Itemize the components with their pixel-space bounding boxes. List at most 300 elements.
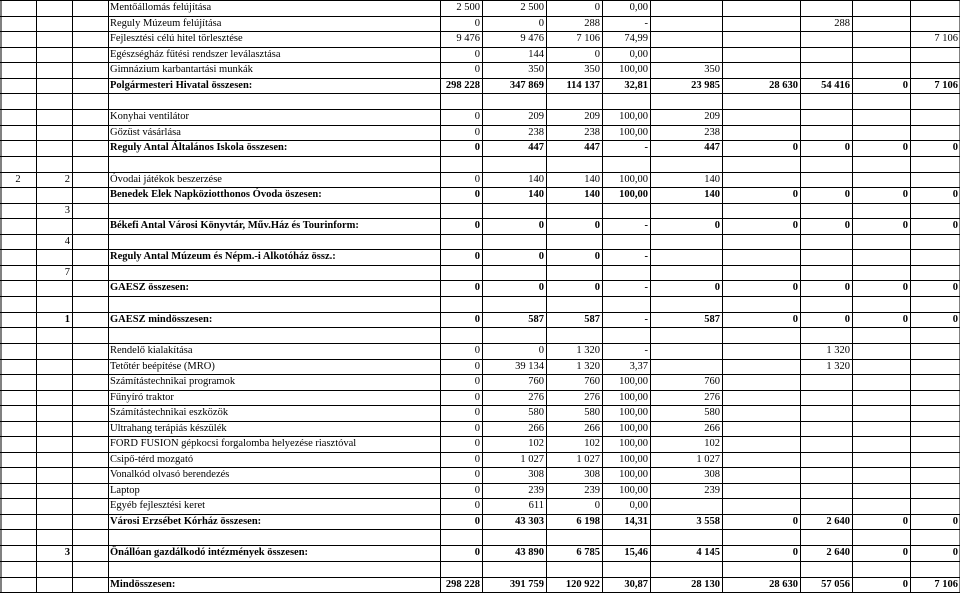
cell-c5 xyxy=(650,498,722,514)
cell-c4: 0,00 xyxy=(629,2,648,13)
table-row xyxy=(0,109,960,125)
cell-c6: 0 xyxy=(792,547,798,558)
spacer-row xyxy=(0,327,960,343)
cell-c7 xyxy=(800,405,852,421)
cell-c4: 74,99 xyxy=(624,33,648,44)
cell-c5: 28 130 xyxy=(691,578,720,590)
cell-c7 xyxy=(800,483,852,499)
cell-c9 xyxy=(910,249,960,265)
cell-c7: 0 xyxy=(844,142,850,153)
table-row xyxy=(0,343,960,359)
cell-c5 xyxy=(650,343,722,359)
cell-c3: 7 106 xyxy=(576,33,600,44)
cell-c3: 239 xyxy=(584,484,600,496)
cell-c1: 0 xyxy=(474,453,480,465)
cell-c7 xyxy=(800,467,852,483)
cell-c7: 1 320 xyxy=(826,360,850,372)
cell-b: 3 xyxy=(64,204,70,216)
cell-b xyxy=(36,498,72,514)
table-row xyxy=(0,577,960,593)
cell-c5: 102 xyxy=(704,438,720,449)
cell-c7: 0 xyxy=(844,282,850,293)
cell-c6: 0 xyxy=(792,220,798,231)
cell-a xyxy=(0,140,36,156)
cell-c4: 100,00 xyxy=(619,438,648,449)
cell-c6 xyxy=(722,31,800,47)
cell-c1: 0 xyxy=(474,17,480,29)
cell-c7 xyxy=(800,62,852,78)
cell-c1 xyxy=(440,203,482,219)
cell-c1: 2 500 xyxy=(456,2,480,13)
cell-c4: 100,00 xyxy=(619,484,648,496)
cell-a xyxy=(0,16,36,32)
cell-c8: 0 xyxy=(902,515,908,527)
cell-a xyxy=(0,187,36,203)
cell-c3: 0 xyxy=(594,251,600,262)
cell-c5 xyxy=(650,359,722,375)
cell-c8 xyxy=(852,467,910,483)
cell-c9 xyxy=(910,343,960,359)
cell-c6 xyxy=(722,483,800,499)
cell-c5: 0 xyxy=(714,282,720,293)
cell-c5: 140 xyxy=(704,173,720,185)
spacer-row xyxy=(0,93,960,109)
cell-c4: 100,00 xyxy=(619,422,648,434)
cell-b xyxy=(36,343,72,359)
cell-a xyxy=(0,203,36,219)
table-row xyxy=(0,421,960,437)
cell-c1: 0 xyxy=(474,48,480,60)
cell-b xyxy=(36,359,72,375)
cell-c9: 0 xyxy=(952,515,958,527)
cell-b xyxy=(36,421,72,437)
cell-c5 xyxy=(650,203,722,219)
table-row xyxy=(0,514,960,530)
cell-c4: 0,00 xyxy=(629,500,648,511)
cell-c8: 0 xyxy=(902,189,908,200)
cell-c7: 54 416 xyxy=(821,79,850,91)
cell-b xyxy=(36,467,72,483)
cell-a xyxy=(0,47,36,63)
cell-c2: 266 xyxy=(528,422,544,434)
cell-name: Reguly Antal Általános Iskola összesen: xyxy=(110,142,288,153)
spacer-row xyxy=(0,561,960,577)
table-row xyxy=(0,47,960,63)
cell-c2: 140 xyxy=(528,189,544,200)
cell-c7 xyxy=(800,203,852,219)
cell-a xyxy=(0,452,36,468)
cell-b xyxy=(36,249,72,265)
spacer-row xyxy=(0,156,960,172)
cell-c9: 0 xyxy=(952,313,958,325)
cell-c9: 7 106 xyxy=(934,578,958,590)
cell-c2: 102 xyxy=(528,438,544,449)
cell-c3: 0 xyxy=(594,500,600,511)
cell-c9 xyxy=(910,452,960,468)
cell-a xyxy=(0,374,36,390)
cell-c2: 43 303 xyxy=(515,515,544,527)
cell-b: 2 xyxy=(64,173,70,185)
cell-c1: 0 xyxy=(474,111,480,122)
cell-a xyxy=(0,218,36,234)
cell-c9 xyxy=(910,16,960,32)
cell-c6 xyxy=(722,436,800,452)
cell-c8 xyxy=(852,31,910,47)
cell-c1: 0 xyxy=(474,220,480,231)
cell-a xyxy=(0,483,36,499)
cell-c1: 9 476 xyxy=(456,33,480,44)
cell-b xyxy=(36,31,72,47)
table-row xyxy=(0,218,960,234)
cell-b: 4 xyxy=(64,235,70,247)
cell-c5: 308 xyxy=(704,469,720,480)
cell-c6 xyxy=(722,109,800,125)
cell-c6 xyxy=(722,16,800,32)
cell-b: 7 xyxy=(64,266,70,278)
spacer-row xyxy=(0,296,960,312)
cell-c3: 1 320 xyxy=(576,345,600,356)
cell-c6 xyxy=(722,125,800,141)
cell-name: Vonalkód olvasó berendezés xyxy=(110,469,230,480)
table-row xyxy=(0,0,960,16)
cell-c9 xyxy=(910,374,960,390)
cell-a xyxy=(0,498,36,514)
cell-c3: 114 137 xyxy=(566,79,600,91)
cell-c6 xyxy=(722,421,800,437)
cell-c5: 276 xyxy=(704,391,720,403)
cell-c5: 3 558 xyxy=(696,515,720,527)
cell-b xyxy=(36,140,72,156)
cell-c5: 4 145 xyxy=(696,547,720,558)
cell-name: Fejlesztési célú hitel törlesztése xyxy=(110,33,243,44)
cell-c7 xyxy=(800,172,852,188)
table-row xyxy=(0,125,960,141)
cell-a xyxy=(0,514,36,530)
cell-c7: 0 xyxy=(844,220,850,231)
table-row xyxy=(0,140,960,156)
cell-c1: 0 xyxy=(474,500,480,511)
table-row xyxy=(0,483,960,499)
cell-c8 xyxy=(852,0,910,16)
cell-c9 xyxy=(910,436,960,452)
cell-c3: 288 xyxy=(584,17,600,29)
table-row xyxy=(0,280,960,296)
cell-c6 xyxy=(722,498,800,514)
cell-c6 xyxy=(722,203,800,219)
cell-c7 xyxy=(800,498,852,514)
cell-a xyxy=(0,467,36,483)
cell-c7: 1 320 xyxy=(826,345,850,356)
cell-a xyxy=(0,545,36,561)
cell-c4: 0,00 xyxy=(629,48,648,60)
cell-name: Önállóan gazdálkodó intézmények összesen: xyxy=(110,547,309,558)
cell-b xyxy=(36,16,72,32)
cell-c3: 140 xyxy=(584,173,600,185)
cell-name: Városi Erzsébet Kórház összesen: xyxy=(110,515,262,527)
cell-c4: 100,00 xyxy=(619,189,648,200)
cell-c1: 298 228 xyxy=(445,578,480,590)
cell-c3: 276 xyxy=(584,391,600,403)
cell-c4: - xyxy=(644,17,648,29)
cell-c2: 587 xyxy=(528,313,544,325)
table-row xyxy=(0,16,960,32)
cell-name: Csipő-térd mozgató xyxy=(110,453,194,465)
cell-b xyxy=(36,280,72,296)
cell-c4: 14,31 xyxy=(624,515,648,527)
cell-c6 xyxy=(722,249,800,265)
cell-c2: 350 xyxy=(528,64,544,75)
cell-c8 xyxy=(852,421,910,437)
cell-name: Gőzüst vásárlása xyxy=(110,126,181,138)
cell-c1: 0 xyxy=(474,422,480,434)
cell-c4: 32,81 xyxy=(624,79,648,91)
cell-c4 xyxy=(602,234,650,250)
cell-c9: 0 xyxy=(952,220,958,231)
cell-name: Óvodai játékok beszerzése xyxy=(110,173,222,185)
cell-c8 xyxy=(852,483,910,499)
cell-c4: - xyxy=(644,220,648,231)
cell-c7: 2 640 xyxy=(826,515,850,527)
cell-c2: 43 890 xyxy=(515,547,544,558)
cell-c6: 28 630 xyxy=(769,578,798,590)
cell-c2: 391 759 xyxy=(509,578,544,590)
cell-b xyxy=(36,405,72,421)
cell-name: Benedek Elek Napköziotthonos Óvoda öszesen: xyxy=(110,189,322,200)
cell-b xyxy=(36,78,72,94)
cell-c5: 23 985 xyxy=(691,79,720,91)
cell-a xyxy=(0,280,36,296)
cell-b xyxy=(36,187,72,203)
cell-name: Ultrahang terápiás készülék xyxy=(110,422,227,434)
cell-c7 xyxy=(800,374,852,390)
cell-c8 xyxy=(852,374,910,390)
cell-c5: 140 xyxy=(704,189,720,200)
cell-c2: 144 xyxy=(528,48,544,60)
cell-c7: 288 xyxy=(834,17,850,29)
cell-b: 1 xyxy=(64,313,70,325)
cell-c5: 350 xyxy=(704,64,720,75)
cell-c8: 0 xyxy=(902,313,908,325)
cell-c8: 0 xyxy=(902,578,908,590)
cell-c8 xyxy=(852,452,910,468)
cell-c9 xyxy=(910,234,960,250)
cell-c9 xyxy=(910,467,960,483)
cell-c1: 0 xyxy=(474,64,480,75)
cell-c3: 0 xyxy=(594,220,600,231)
cell-c1 xyxy=(440,234,482,250)
cell-c6 xyxy=(722,172,800,188)
cell-c8 xyxy=(852,405,910,421)
cell-c2: 2 500 xyxy=(520,2,544,13)
cell-c1: 0 xyxy=(474,515,480,527)
cell-c4: 100,00 xyxy=(619,469,648,480)
cell-c2: 1 027 xyxy=(520,453,544,465)
cell-a xyxy=(0,436,36,452)
cell-name: Laptop xyxy=(110,484,140,496)
cell-a xyxy=(0,421,36,437)
cell-c8 xyxy=(852,47,910,63)
cell-c4: 100,00 xyxy=(619,64,648,75)
cell-c8 xyxy=(852,359,910,375)
cell-c1: 0 xyxy=(474,469,480,480)
cell-c7 xyxy=(800,249,852,265)
cell-c1: 0 xyxy=(474,345,480,356)
cell-c5: 1 027 xyxy=(696,453,720,465)
cell-c8: 0 xyxy=(902,220,908,231)
cell-c1: 0 xyxy=(474,438,480,449)
cell-c7 xyxy=(800,0,852,16)
cell-a xyxy=(0,62,36,78)
cell-c6 xyxy=(722,343,800,359)
cell-c1: 0 xyxy=(474,126,480,138)
cell-a xyxy=(0,405,36,421)
table-row xyxy=(0,498,960,514)
cell-c4: 3,37 xyxy=(629,360,648,372)
cell-name: Konyhai ventilátor xyxy=(110,111,190,122)
table-row xyxy=(0,172,960,188)
cell-c4: 100,00 xyxy=(619,391,648,403)
cell-c4: 15,46 xyxy=(624,547,648,558)
cell-c2: 209 xyxy=(528,111,544,122)
cell-a xyxy=(0,31,36,47)
cell-c6 xyxy=(722,405,800,421)
cell-c5: 447 xyxy=(704,142,720,153)
cell-c5 xyxy=(650,31,722,47)
cell-name: Fűnyíró traktor xyxy=(110,391,174,403)
cell-c6 xyxy=(722,234,800,250)
cell-c3: 266 xyxy=(584,422,600,434)
cell-c2: 611 xyxy=(528,500,544,511)
table-row xyxy=(0,31,960,47)
cell-c3: 308 xyxy=(584,469,600,480)
cell-c8 xyxy=(852,62,910,78)
cell-c7 xyxy=(800,109,852,125)
cell-b: 3 xyxy=(64,547,70,558)
cell-c9 xyxy=(910,390,960,406)
cell-c5 xyxy=(650,234,722,250)
cell-c1: 0 xyxy=(474,407,480,418)
cell-c5: 580 xyxy=(704,407,720,418)
table-row xyxy=(0,405,960,421)
cell-c8: 0 xyxy=(902,547,908,558)
cell-c7: 2 640 xyxy=(826,547,850,558)
cell-c6 xyxy=(722,62,800,78)
cell-c1: 0 xyxy=(474,484,480,496)
cell-c8 xyxy=(852,249,910,265)
cell-c5 xyxy=(650,16,722,32)
cell-c7 xyxy=(800,265,852,281)
cell-name: Mentőállomás felújítása xyxy=(110,2,212,13)
cell-c4: - xyxy=(644,251,648,262)
cell-c3: 209 xyxy=(584,111,600,122)
cell-c1: 0 xyxy=(474,547,480,558)
cell-c3: 238 xyxy=(584,126,600,138)
cell-c3: 580 xyxy=(584,407,600,418)
cell-c2: 347 869 xyxy=(509,79,544,91)
cell-c6: 0 xyxy=(792,282,798,293)
cell-c3: 587 xyxy=(584,313,600,325)
cell-c2: 0 xyxy=(538,345,544,356)
cell-c7 xyxy=(800,421,852,437)
cell-c5 xyxy=(650,0,722,16)
cell-c8: 0 xyxy=(902,142,908,153)
cell-c5: 587 xyxy=(704,313,720,325)
cell-c6: 0 xyxy=(792,189,798,200)
cell-c3: 6 785 xyxy=(576,547,600,558)
cell-c4: 100,00 xyxy=(619,407,648,418)
cell-a: 2 xyxy=(15,173,21,185)
cell-c9 xyxy=(910,125,960,141)
cell-a xyxy=(0,312,36,328)
cell-c4: 100,00 xyxy=(619,111,648,122)
cell-c2: 0 xyxy=(538,282,544,293)
cell-c1: 0 xyxy=(474,173,480,185)
cell-c2: 239 xyxy=(528,484,544,496)
cell-a xyxy=(0,78,36,94)
cell-name: Tetőtér beépítése (MRO) xyxy=(110,360,215,372)
cell-name: Egészségház fűtési rendszer leválasztása xyxy=(110,48,281,60)
cell-c4: 30,87 xyxy=(624,578,648,590)
cell-name: Számítástechnikai programok xyxy=(110,376,236,387)
table-row xyxy=(0,62,960,78)
cell-c6 xyxy=(722,265,800,281)
cell-c2: 9 476 xyxy=(520,33,544,44)
cell-c8 xyxy=(852,343,910,359)
cell-b xyxy=(36,436,72,452)
cell-c6 xyxy=(722,359,800,375)
cell-name xyxy=(108,265,440,281)
cell-c9 xyxy=(910,405,960,421)
cell-c7 xyxy=(800,47,852,63)
cell-name: Rendelő kialakítása xyxy=(110,345,193,356)
cell-a xyxy=(0,249,36,265)
cell-c9: 7 106 xyxy=(934,33,958,44)
cell-c1: 0 xyxy=(474,376,480,387)
cell-c3 xyxy=(546,265,602,281)
cell-name: Számítástechnikai eszközök xyxy=(110,407,229,418)
cell-c4 xyxy=(602,265,650,281)
cell-name: GAESZ mindösszesen: xyxy=(110,313,213,325)
cell-c6 xyxy=(722,47,800,63)
cell-name: Egyéb fejlesztési keret xyxy=(110,500,206,511)
cell-c7: 0 xyxy=(844,189,850,200)
cell-c1: 0 xyxy=(474,189,480,200)
cell-c2: 760 xyxy=(528,376,544,387)
cell-c9 xyxy=(910,172,960,188)
cell-c3 xyxy=(546,203,602,219)
cell-a xyxy=(0,265,36,281)
cell-c4 xyxy=(602,203,650,219)
cell-c8: 0 xyxy=(902,79,908,91)
cell-c7 xyxy=(800,436,852,452)
cell-b xyxy=(36,483,72,499)
cell-c3: 447 xyxy=(584,142,600,153)
cell-b xyxy=(36,109,72,125)
cell-c4: - xyxy=(644,282,648,293)
cell-name: GAESZ összesen: xyxy=(110,282,190,293)
cell-c2 xyxy=(482,234,546,250)
cell-c6: 0 xyxy=(792,515,798,527)
cell-c3: 140 xyxy=(584,189,600,200)
cell-c4: 100,00 xyxy=(619,173,648,185)
cell-c1 xyxy=(440,265,482,281)
cell-c9 xyxy=(910,109,960,125)
cell-a xyxy=(0,234,36,250)
cell-c6 xyxy=(722,452,800,468)
cell-c1: 298 228 xyxy=(445,79,480,91)
cell-c8 xyxy=(852,125,910,141)
cell-b xyxy=(36,125,72,141)
